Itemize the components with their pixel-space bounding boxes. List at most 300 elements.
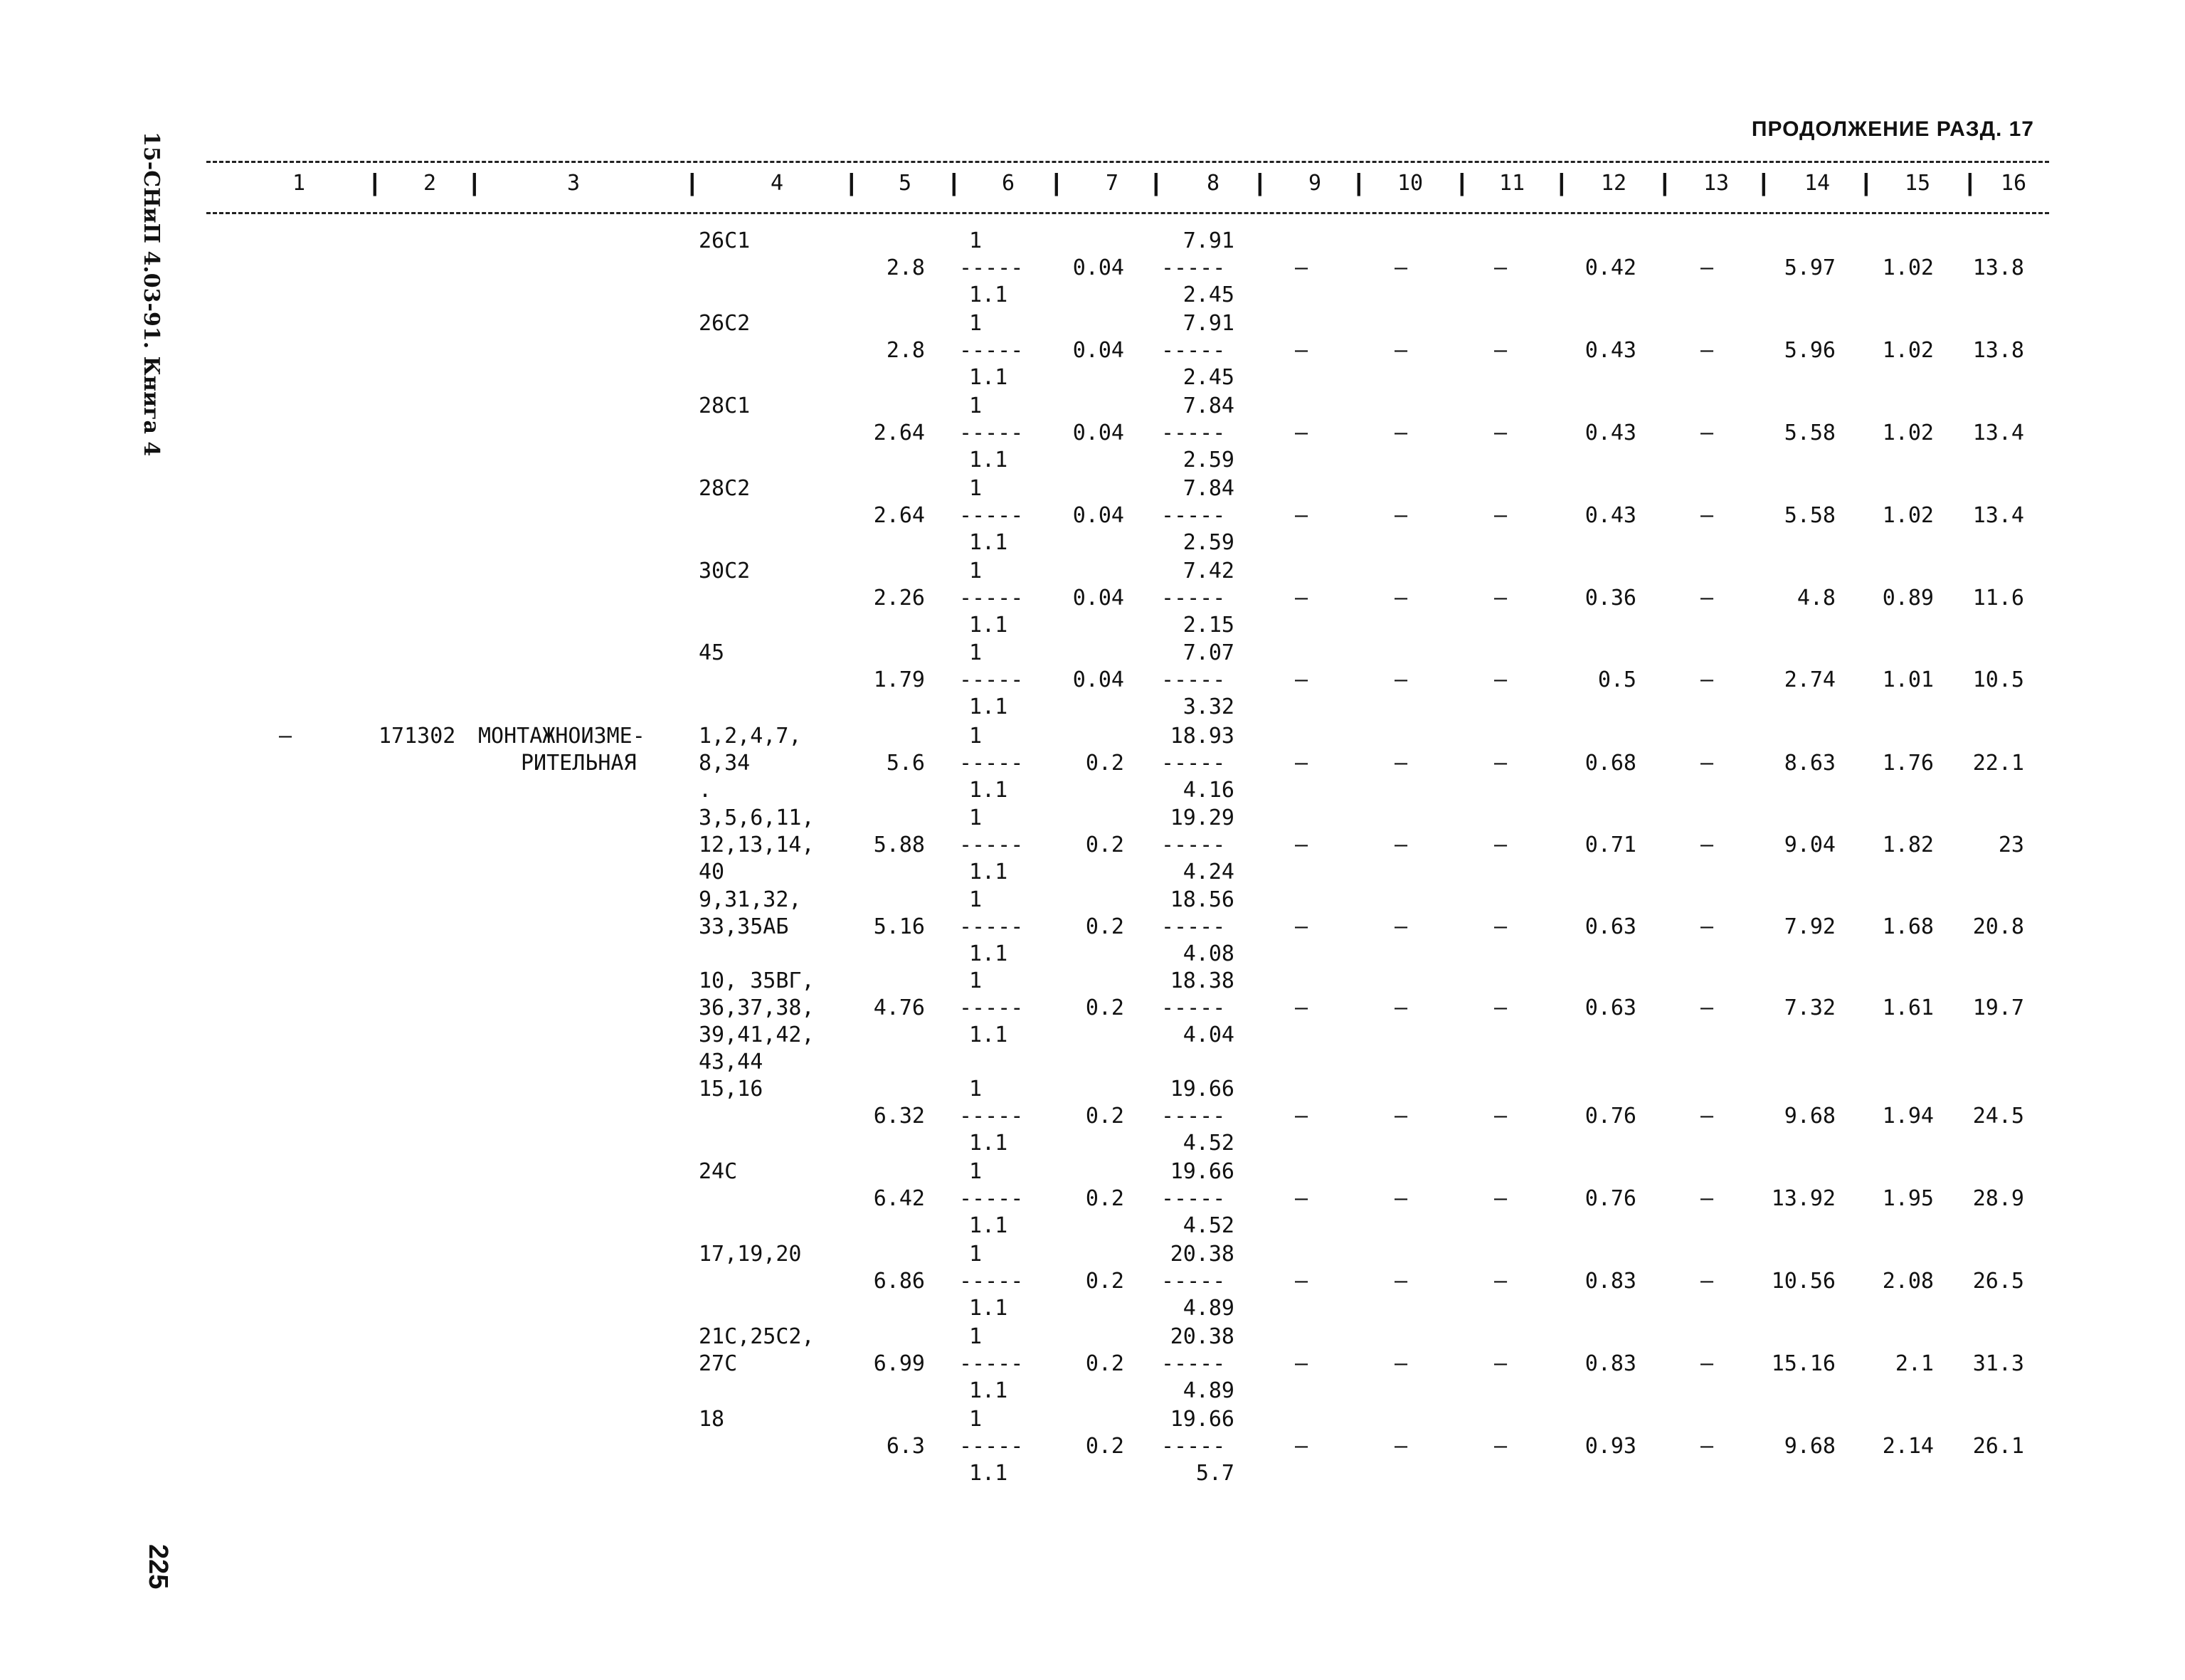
cell-col16: 26.5 bbox=[1972, 1269, 2024, 1294]
cell-col13: – bbox=[1700, 503, 1714, 528]
header-col-15: 15 bbox=[1904, 171, 1931, 196]
cell-col6-num: 1 bbox=[969, 1407, 983, 1432]
cell-col8-bar: ----- bbox=[1161, 338, 1226, 363]
cell-col8-den: 2.15 bbox=[1183, 613, 1234, 638]
cell-col6-den: 1.1 bbox=[969, 860, 1008, 884]
cell-col6-bar: ----- bbox=[959, 586, 1024, 611]
cell-col4: 15,16 bbox=[699, 1077, 763, 1101]
cell-col4: . bbox=[699, 778, 712, 803]
cell-col8-num: 7.91 bbox=[1183, 311, 1234, 336]
cell-col14: 8.63 bbox=[1784, 751, 1836, 776]
cell-col10: – bbox=[1395, 503, 1408, 528]
cell-col6-bar: ----- bbox=[959, 1434, 1024, 1459]
cell-col5: 2.64 bbox=[873, 421, 925, 445]
cell-col8-num: 20.38 bbox=[1170, 1324, 1234, 1349]
cell-col6-num: 1 bbox=[969, 1077, 983, 1101]
cell-col5: 4.76 bbox=[873, 995, 925, 1020]
cell-col4: 18 bbox=[699, 1407, 725, 1432]
cell-col13: – bbox=[1700, 1186, 1714, 1211]
cell-col9: – bbox=[1295, 914, 1308, 939]
cell-col7: 0.2 bbox=[1085, 1104, 1124, 1129]
header-separator: | bbox=[1355, 169, 1363, 196]
cell-col6-den: 1.1 bbox=[969, 1131, 1008, 1156]
cell-col8-den: 4.16 bbox=[1183, 778, 1234, 803]
cell-col11: – bbox=[1494, 667, 1508, 692]
cell-col8-bar: ----- bbox=[1161, 586, 1226, 611]
cell-col12: 0.63 bbox=[1584, 914, 1636, 939]
cell-col16: 22.1 bbox=[1972, 751, 2024, 776]
cell-col15: 1.76 bbox=[1882, 751, 1934, 776]
cell-col7: 0.04 bbox=[1072, 503, 1124, 528]
cell-col5: 2.64 bbox=[873, 503, 925, 528]
cell-col4: 9,31,32, bbox=[699, 887, 802, 912]
cell-col16: 13.8 bbox=[1972, 338, 2024, 363]
cell-col11: – bbox=[1494, 833, 1508, 857]
cell-col7: 0.2 bbox=[1085, 1434, 1124, 1459]
header-col-9: 9 bbox=[1308, 171, 1322, 196]
header-col-3: 3 bbox=[566, 171, 581, 196]
cell-col3: МОНТАЖНОИЗМЕ- bbox=[478, 724, 645, 749]
header-col-4: 4 bbox=[770, 171, 784, 196]
cell-col9: – bbox=[1295, 503, 1308, 528]
header-col-1: 1 bbox=[292, 171, 306, 196]
cell-col8-num: 7.07 bbox=[1183, 640, 1234, 665]
cell-col8-bar: ----- bbox=[1161, 995, 1226, 1020]
header-col-14: 14 bbox=[1804, 171, 1831, 196]
cell-col7: 0.04 bbox=[1072, 586, 1124, 611]
cell-col11: – bbox=[1494, 503, 1508, 528]
cell-col16: 13.8 bbox=[1972, 255, 2024, 280]
cell-col5: 6.3 bbox=[886, 1434, 925, 1459]
cell-col8-bar: ----- bbox=[1161, 1269, 1226, 1294]
cell-col8-num: 19.66 bbox=[1170, 1077, 1234, 1101]
cell-col8-bar: ----- bbox=[1161, 503, 1226, 528]
cell-col13: – bbox=[1700, 1104, 1714, 1129]
cell-col13: – bbox=[1700, 586, 1714, 611]
cell-col8-bar: ----- bbox=[1161, 1351, 1226, 1376]
cell-col15: 1.02 bbox=[1882, 421, 1934, 445]
cell-col6-num: 1 bbox=[969, 311, 983, 336]
cell-col8-den: 4.89 bbox=[1183, 1378, 1234, 1403]
cell-col6-bar: ----- bbox=[959, 503, 1024, 528]
cell-col8-num: 7.84 bbox=[1183, 476, 1234, 501]
cell-col4: 28С2 bbox=[699, 476, 751, 501]
cell-col11: – bbox=[1494, 1351, 1508, 1376]
cell-col6-bar: ----- bbox=[959, 1186, 1024, 1211]
cell-col4: 10, 35ВГ, bbox=[699, 968, 815, 993]
cell-col15: 1.82 bbox=[1882, 833, 1934, 857]
cell-col6-den: 1.1 bbox=[969, 1213, 1008, 1238]
cell-col4: 12,13,14, bbox=[699, 833, 815, 857]
cell-col15: 1.02 bbox=[1882, 338, 1934, 363]
header-separator: | bbox=[471, 169, 478, 196]
cell-col16: 24.5 bbox=[1972, 1104, 2024, 1129]
cell-col5: 5.88 bbox=[873, 833, 925, 857]
cell-col6-bar: ----- bbox=[959, 995, 1024, 1020]
cell-col5: 6.99 bbox=[873, 1351, 925, 1376]
cell-col9: – bbox=[1295, 751, 1308, 776]
margin-title: 15-СНиП 4.03-91. Книга 4 bbox=[139, 132, 164, 457]
cell-col9: – bbox=[1295, 995, 1308, 1020]
header-separator: | bbox=[1558, 169, 1565, 196]
cell-col1: – bbox=[279, 724, 292, 749]
cell-col13: – bbox=[1700, 667, 1714, 692]
cell-col4: 43,44 bbox=[699, 1050, 763, 1074]
cell-col8-den: 4.24 bbox=[1183, 860, 1234, 884]
cell-col8-bar: ----- bbox=[1161, 255, 1226, 280]
header-col-10: 10 bbox=[1397, 171, 1424, 196]
cell-col6-num: 1 bbox=[969, 1242, 983, 1267]
cell-col6-den: 1.1 bbox=[969, 941, 1008, 966]
header-separator: | bbox=[1153, 169, 1160, 196]
header-col-13: 13 bbox=[1703, 171, 1730, 196]
cell-col8-num: 20.38 bbox=[1170, 1242, 1234, 1267]
cell-col6-num: 1 bbox=[969, 640, 983, 665]
cell-col4: 45 bbox=[699, 640, 725, 665]
cell-col5: 2.8 bbox=[886, 338, 925, 363]
cell-col13: – bbox=[1700, 833, 1714, 857]
cell-col14: 9.04 bbox=[1784, 833, 1836, 857]
cell-col8-num: 18.56 bbox=[1170, 887, 1234, 912]
header-separator: | bbox=[371, 169, 379, 196]
cell-col15: 1.61 bbox=[1882, 995, 1934, 1020]
cell-col16: 10.5 bbox=[1972, 667, 2024, 692]
cell-col14: 9.68 bbox=[1784, 1104, 1836, 1129]
cell-col11: – bbox=[1494, 751, 1508, 776]
cell-col4: 8,34 bbox=[699, 751, 751, 776]
cell-col4: 21С,25С2, bbox=[699, 1324, 815, 1349]
cell-col6-bar: ----- bbox=[959, 338, 1024, 363]
continuation-heading: ПРОДОЛЖЕНИЕ РАЗД. 17 bbox=[1751, 117, 2034, 141]
header-col-7: 7 bbox=[1105, 171, 1119, 196]
cell-col8-den: 5.7 bbox=[1195, 1461, 1234, 1486]
cell-col8-den: 4.04 bbox=[1183, 1023, 1234, 1047]
cell-col16: 11.6 bbox=[1972, 586, 2024, 611]
cell-col14: 2.74 bbox=[1784, 667, 1836, 692]
cell-col8-den: 2.45 bbox=[1183, 365, 1234, 390]
cell-col12: 0.63 bbox=[1584, 995, 1636, 1020]
cell-col14: 5.96 bbox=[1784, 338, 1836, 363]
cell-col8-den: 4.52 bbox=[1183, 1213, 1234, 1238]
cell-col10: – bbox=[1395, 1104, 1408, 1129]
header-separator: | bbox=[1967, 169, 1974, 196]
cell-col8-num: 19.66 bbox=[1170, 1159, 1234, 1184]
cell-col8-bar: ----- bbox=[1161, 833, 1226, 857]
cell-col4: 28С1 bbox=[699, 393, 751, 418]
cell-col9: – bbox=[1295, 421, 1308, 445]
header-col-2: 2 bbox=[423, 171, 437, 196]
cell-col12: 0.43 bbox=[1584, 421, 1636, 445]
cell-col10: – bbox=[1395, 586, 1408, 611]
cell-col7: 0.04 bbox=[1072, 338, 1124, 363]
cell-col6-bar: ----- bbox=[959, 1104, 1024, 1129]
cell-col15: 2.1 bbox=[1895, 1351, 1934, 1376]
cell-col10: – bbox=[1395, 1434, 1408, 1459]
header-col-5: 5 bbox=[898, 171, 912, 196]
cell-col12: 0.5 bbox=[1597, 667, 1636, 692]
cell-col4: 1,2,4,7, bbox=[699, 724, 802, 749]
cell-col4: 26С2 bbox=[699, 311, 751, 336]
cell-col8-den: 2.45 bbox=[1183, 282, 1234, 307]
cell-col9: – bbox=[1295, 586, 1308, 611]
header-col-6: 6 bbox=[1001, 171, 1015, 196]
cell-col10: – bbox=[1395, 1351, 1408, 1376]
cell-col9: – bbox=[1295, 255, 1308, 280]
cell-col5: 6.32 bbox=[873, 1104, 925, 1129]
cell-col4: 3,5,6,11, bbox=[699, 805, 815, 830]
cell-col7: 0.2 bbox=[1085, 914, 1124, 939]
cell-col7: 0.2 bbox=[1085, 1186, 1124, 1211]
cell-col12: 0.83 bbox=[1584, 1351, 1636, 1376]
cell-col6-den: 1.1 bbox=[969, 1023, 1008, 1047]
cell-col6-bar: ----- bbox=[959, 421, 1024, 445]
cell-col5: 2.8 bbox=[886, 255, 925, 280]
header-col-8: 8 bbox=[1206, 171, 1220, 196]
cell-col6-den: 1.1 bbox=[969, 530, 1008, 555]
cell-col5: 6.86 bbox=[873, 1269, 925, 1294]
cell-col4: 39,41,42, bbox=[699, 1023, 815, 1047]
cell-col3: РИТЕЛЬНАЯ bbox=[521, 751, 637, 776]
cell-col4: 24С bbox=[699, 1159, 738, 1184]
cell-col4: 40 bbox=[699, 860, 725, 884]
cell-col14: 10.56 bbox=[1771, 1269, 1836, 1294]
cell-col7: 0.04 bbox=[1072, 255, 1124, 280]
cell-col7: 0.2 bbox=[1085, 1269, 1124, 1294]
cell-col15: 1.68 bbox=[1882, 914, 1934, 939]
cell-col15: 2.14 bbox=[1882, 1434, 1934, 1459]
cell-col5: 5.6 bbox=[886, 751, 925, 776]
cell-col8-den: 4.08 bbox=[1183, 941, 1234, 966]
cell-col13: – bbox=[1700, 995, 1714, 1020]
cell-col6-bar: ----- bbox=[959, 833, 1024, 857]
cell-col8-den: 4.89 bbox=[1183, 1296, 1234, 1321]
cell-col16: 20.8 bbox=[1972, 914, 2024, 939]
cell-col15: 1.94 bbox=[1882, 1104, 1934, 1129]
cell-col12: 0.43 bbox=[1584, 503, 1636, 528]
header-separator: | bbox=[1863, 169, 1870, 196]
cell-col6-den: 1.1 bbox=[969, 1296, 1008, 1321]
cell-col6-num: 1 bbox=[969, 559, 983, 583]
cell-col11: – bbox=[1494, 1104, 1508, 1129]
cell-col6-num: 1 bbox=[969, 393, 983, 418]
cell-col6-bar: ----- bbox=[959, 751, 1024, 776]
cell-col9: – bbox=[1295, 1186, 1308, 1211]
cell-col8-den: 4.52 bbox=[1183, 1131, 1234, 1156]
cell-col6-den: 1.1 bbox=[969, 1461, 1008, 1486]
cell-col12: 0.76 bbox=[1584, 1186, 1636, 1211]
header-separator: | bbox=[1256, 169, 1264, 196]
cell-col13: – bbox=[1700, 751, 1714, 776]
cell-col6-num: 1 bbox=[969, 724, 983, 749]
cell-col9: – bbox=[1295, 1351, 1308, 1376]
cell-col11: – bbox=[1494, 914, 1508, 939]
cell-col13: – bbox=[1700, 914, 1714, 939]
cell-col14: 9.68 bbox=[1784, 1434, 1836, 1459]
cell-col4: 17,19,20 bbox=[699, 1242, 802, 1267]
header-top-rule bbox=[206, 161, 2049, 163]
cell-col11: – bbox=[1494, 338, 1508, 363]
cell-col12: 0.71 bbox=[1584, 833, 1636, 857]
cell-col10: – bbox=[1395, 833, 1408, 857]
cell-col8-den: 3.32 bbox=[1183, 694, 1234, 719]
cell-col8-num: 18.38 bbox=[1170, 968, 1234, 993]
cell-col9: – bbox=[1295, 1104, 1308, 1129]
cell-col7: 0.2 bbox=[1085, 833, 1124, 857]
cell-col11: – bbox=[1494, 1186, 1508, 1211]
cell-col8-num: 19.66 bbox=[1170, 1407, 1234, 1432]
cell-col7: 0.2 bbox=[1085, 1351, 1124, 1376]
cell-col10: – bbox=[1395, 338, 1408, 363]
cell-col8-den: 2.59 bbox=[1183, 530, 1234, 555]
cell-col5: 1.79 bbox=[873, 667, 925, 692]
cell-col6-num: 1 bbox=[969, 968, 983, 993]
header-col-16: 16 bbox=[2000, 171, 2027, 196]
cell-col6-num: 1 bbox=[969, 228, 983, 253]
cell-col8-num: 7.84 bbox=[1183, 393, 1234, 418]
cell-col16: 26.1 bbox=[1972, 1434, 2024, 1459]
cell-col11: – bbox=[1494, 1269, 1508, 1294]
cell-col5: 2.26 bbox=[873, 586, 925, 611]
cell-col10: – bbox=[1395, 255, 1408, 280]
cell-col7: 0.04 bbox=[1072, 667, 1124, 692]
cell-col7: 0.2 bbox=[1085, 995, 1124, 1020]
cell-col8-bar: ----- bbox=[1161, 1104, 1226, 1129]
cell-col13: – bbox=[1700, 255, 1714, 280]
cell-col10: – bbox=[1395, 914, 1408, 939]
cell-col9: – bbox=[1295, 667, 1308, 692]
header-col-11: 11 bbox=[1498, 171, 1525, 196]
cell-col14: 13.92 bbox=[1771, 1186, 1836, 1211]
cell-col11: – bbox=[1494, 995, 1508, 1020]
cell-col7: 0.2 bbox=[1085, 751, 1124, 776]
cell-col8-bar: ----- bbox=[1161, 1434, 1226, 1459]
cell-col13: – bbox=[1700, 338, 1714, 363]
cell-col13: – bbox=[1700, 421, 1714, 445]
cell-col8-num: 7.42 bbox=[1183, 559, 1234, 583]
cell-col12: 0.83 bbox=[1584, 1269, 1636, 1294]
cell-col11: – bbox=[1494, 421, 1508, 445]
header-separator: | bbox=[1053, 169, 1060, 196]
cell-col6-den: 1.1 bbox=[969, 694, 1008, 719]
cell-col6-bar: ----- bbox=[959, 667, 1024, 692]
cell-col14: 4.8 bbox=[1797, 586, 1836, 611]
cell-col6-den: 1.1 bbox=[969, 1378, 1008, 1403]
cell-col6-bar: ----- bbox=[959, 1351, 1024, 1376]
cell-col6-den: 1.1 bbox=[969, 613, 1008, 638]
cell-col4: 36,37,38, bbox=[699, 995, 815, 1020]
cell-col8-num: 18.93 bbox=[1170, 724, 1234, 749]
cell-col8-bar: ----- bbox=[1161, 751, 1226, 776]
cell-col9: – bbox=[1295, 338, 1308, 363]
cell-col8-bar: ----- bbox=[1161, 667, 1226, 692]
header-separator: | bbox=[848, 169, 855, 196]
cell-col5: 6.42 bbox=[873, 1186, 925, 1211]
cell-col10: – bbox=[1395, 421, 1408, 445]
cell-col14: 5.58 bbox=[1784, 421, 1836, 445]
cell-col13: – bbox=[1700, 1269, 1714, 1294]
cell-col6-num: 1 bbox=[969, 887, 983, 912]
cell-col15: 0.89 bbox=[1882, 586, 1934, 611]
header-separator: | bbox=[1760, 169, 1767, 196]
cell-col4: 33,35АБ bbox=[699, 914, 789, 939]
header-col-12: 12 bbox=[1600, 171, 1627, 196]
cell-col5: 5.16 bbox=[873, 914, 925, 939]
cell-col15: 1.95 bbox=[1882, 1186, 1934, 1211]
cell-col8-den: 2.59 bbox=[1183, 448, 1234, 472]
cell-col11: – bbox=[1494, 586, 1508, 611]
cell-col13: – bbox=[1700, 1351, 1714, 1376]
cell-col6-den: 1.1 bbox=[969, 282, 1008, 307]
cell-col4: 27С bbox=[699, 1351, 738, 1376]
cell-col15: 1.02 bbox=[1882, 255, 1934, 280]
cell-col12: 0.93 bbox=[1584, 1434, 1636, 1459]
page-number: 225 bbox=[143, 1544, 173, 1590]
cell-col12: 0.43 bbox=[1584, 338, 1636, 363]
cell-col12: 0.42 bbox=[1584, 255, 1636, 280]
cell-col9: – bbox=[1295, 833, 1308, 857]
cell-col6-den: 1.1 bbox=[969, 448, 1008, 472]
cell-col13: – bbox=[1700, 1434, 1714, 1459]
cell-col16: 28.9 bbox=[1972, 1186, 2024, 1211]
cell-col4: 26С1 bbox=[699, 228, 751, 253]
cell-col16: 13.4 bbox=[1972, 421, 2024, 445]
cell-col7: 0.04 bbox=[1072, 421, 1124, 445]
header-bottom-rule bbox=[206, 212, 2049, 214]
cell-col14: 5.97 bbox=[1784, 255, 1836, 280]
cell-col6-bar: ----- bbox=[959, 1269, 1024, 1294]
cell-col10: – bbox=[1395, 1186, 1408, 1211]
cell-col6-bar: ----- bbox=[959, 255, 1024, 280]
cell-col14: 5.58 bbox=[1784, 503, 1836, 528]
header-separator: | bbox=[689, 169, 696, 196]
cell-col6-num: 1 bbox=[969, 805, 983, 830]
cell-col6-num: 1 bbox=[969, 476, 983, 501]
cell-col14: 7.32 bbox=[1784, 995, 1836, 1020]
cell-col8-num: 7.91 bbox=[1183, 228, 1234, 253]
cell-col10: – bbox=[1395, 1269, 1408, 1294]
cell-col14: 7.92 bbox=[1784, 914, 1836, 939]
cell-col4: 30С2 bbox=[699, 559, 751, 583]
cell-col8-bar: ----- bbox=[1161, 421, 1226, 445]
cell-col15: 1.02 bbox=[1882, 503, 1934, 528]
cell-col9: – bbox=[1295, 1434, 1308, 1459]
cell-col16: 13.4 bbox=[1972, 503, 2024, 528]
cell-col6-den: 1.1 bbox=[969, 778, 1008, 803]
cell-col2: 171302 bbox=[379, 724, 456, 749]
cell-col12: 0.68 bbox=[1584, 751, 1636, 776]
header-separator: | bbox=[1661, 169, 1668, 196]
cell-col9: – bbox=[1295, 1269, 1308, 1294]
cell-col16: 19.7 bbox=[1972, 995, 2024, 1020]
cell-col11: – bbox=[1494, 255, 1508, 280]
cell-col14: 15.16 bbox=[1771, 1351, 1836, 1376]
cell-col8-bar: ----- bbox=[1161, 914, 1226, 939]
header-separator: | bbox=[1459, 169, 1466, 196]
cell-col8-bar: ----- bbox=[1161, 1186, 1226, 1211]
cell-col16: 31.3 bbox=[1972, 1351, 2024, 1376]
cell-col6-bar: ----- bbox=[959, 914, 1024, 939]
cell-col16: 23 bbox=[1998, 833, 2024, 857]
cell-col15: 1.01 bbox=[1882, 667, 1934, 692]
cell-col11: – bbox=[1494, 1434, 1508, 1459]
cell-col8-num: 19.29 bbox=[1170, 805, 1234, 830]
cell-col6-num: 1 bbox=[969, 1159, 983, 1184]
cell-col6-num: 1 bbox=[969, 1324, 983, 1349]
cell-col12: 0.76 bbox=[1584, 1104, 1636, 1129]
cell-col15: 2.08 bbox=[1882, 1269, 1934, 1294]
header-separator: | bbox=[951, 169, 958, 196]
cell-col10: – bbox=[1395, 751, 1408, 776]
